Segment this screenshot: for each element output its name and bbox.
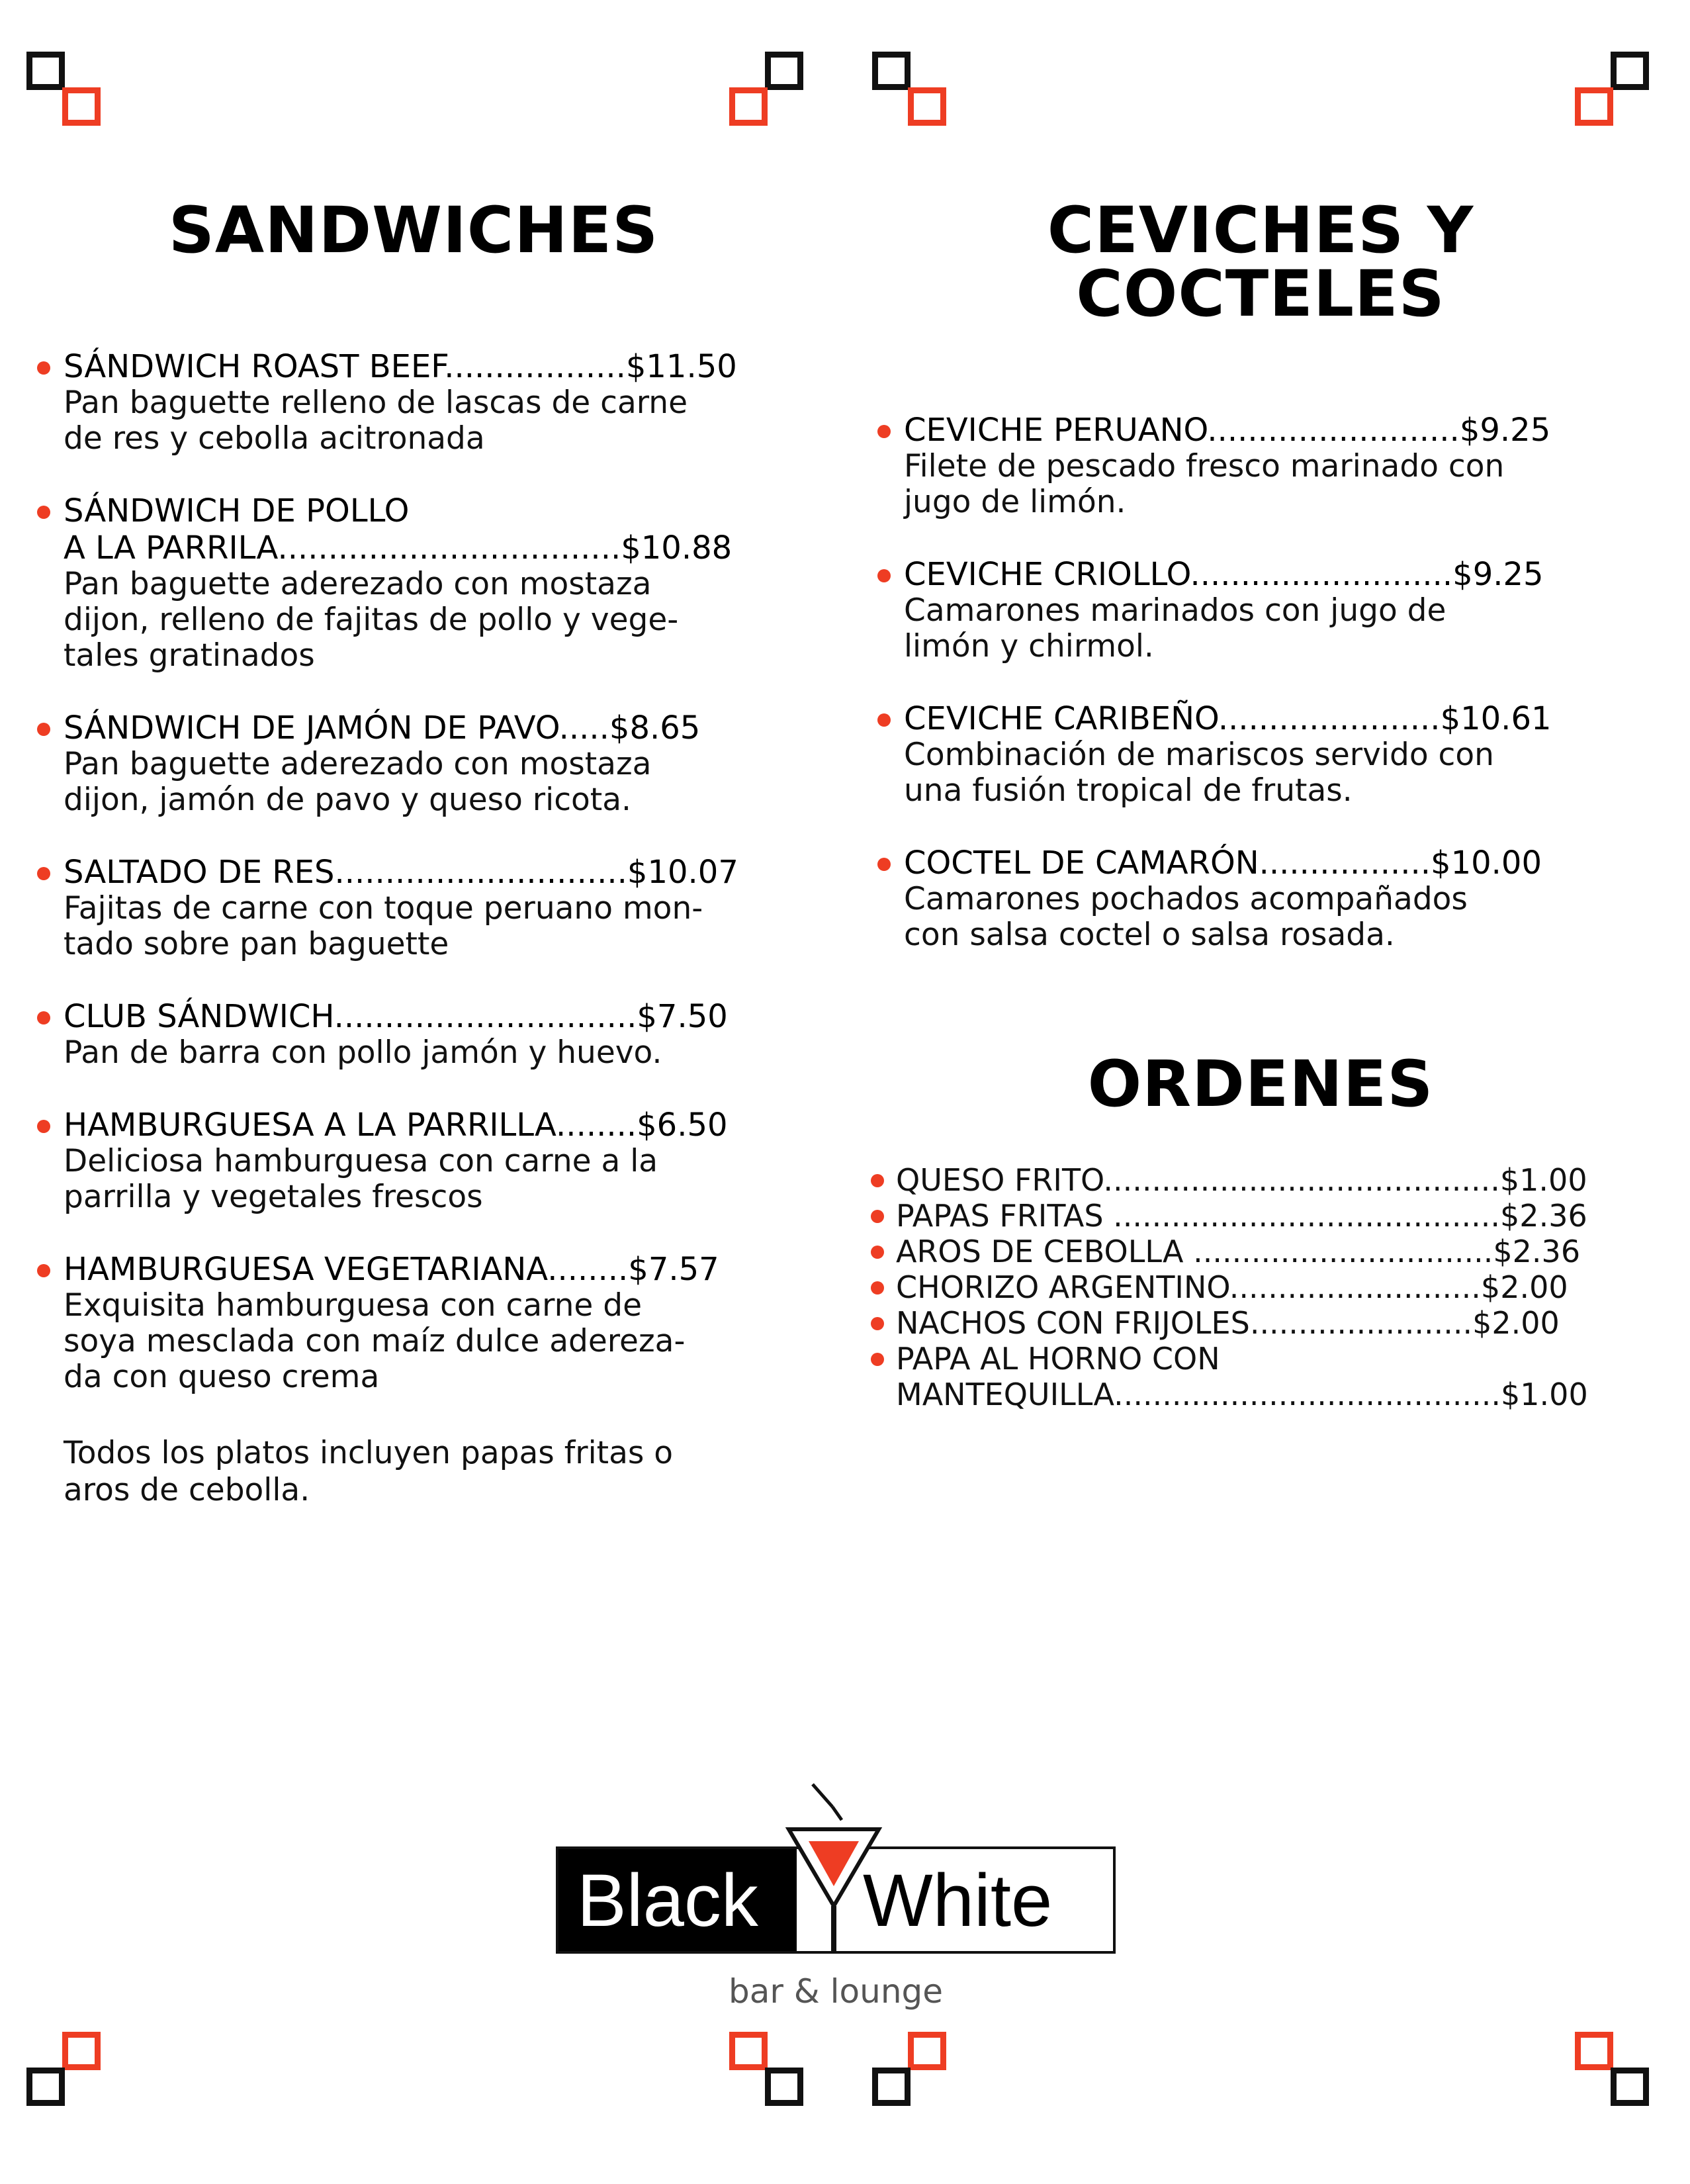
ordenes-list bbox=[867, 1162, 1654, 1412]
menu-item-description: Camarones marinados con jugo de limón y chirmol. bbox=[904, 592, 1446, 664]
logo-tagline: bar & lounge bbox=[728, 1972, 944, 2011]
bullet-icon bbox=[871, 1281, 884, 1295]
order-item bbox=[867, 1305, 1654, 1341]
order-item-text: NACHOS CON FRIJOLES.......................$2.00 bbox=[896, 1305, 1560, 1341]
corner-ornament-bottom-left bbox=[26, 2032, 106, 2111]
bullet-icon bbox=[37, 867, 50, 880]
bullet-icon bbox=[871, 1174, 884, 1187]
sandwiches-section bbox=[26, 193, 801, 1509]
order-item-text: CHORIZO ARGENTINO..........................$2.00 bbox=[896, 1269, 1568, 1305]
corner-ornament-bottom-right bbox=[1575, 2032, 1654, 2111]
menu-item bbox=[26, 348, 801, 457]
menu-item-name-price: CEVICHE CARIBEÑO......................$10.61 bbox=[904, 700, 1552, 737]
menu-item-name-price: COCTEL DE CAMARÓN.................$10.00 bbox=[904, 844, 1542, 882]
menu-item-name-price: HAMBURGUESA A LA PARRILLA........$6.50 bbox=[64, 1107, 728, 1144]
menu-item-name-price: CEVICHE CRIOLLO..........................$9.25 bbox=[904, 556, 1544, 593]
corner-ornament-top-center-left bbox=[729, 52, 809, 131]
logo-word-left: Black bbox=[577, 1859, 758, 1942]
bullet-icon bbox=[871, 1353, 884, 1366]
menu-item-description: Pan de barra con pollo jamón y huevo. bbox=[64, 1034, 662, 1071]
menu-item bbox=[26, 709, 801, 818]
order-item-text: AROS DE CEBOLLA ...............................$2.36 bbox=[896, 1234, 1581, 1269]
menu-item-description: Filete de pescado fresco marinado con jugo de limón. bbox=[904, 448, 1505, 520]
menu-item-description: Pan baguette aderezado con mostaza dijon, relleno de fajitas de pollo y vege- tales gratinados bbox=[64, 566, 679, 674]
menu-item-description: Camarones pochados acompañados con salsa coctel o salsa rosada. bbox=[904, 881, 1468, 953]
menu-item-name-price: SÁNDWICH ROAST BEEF..................$11.50 bbox=[64, 348, 737, 385]
sandwiches-list bbox=[26, 348, 801, 1395]
menu-item-name-price: SÁNDWICH DE JAMÓN DE PAVO.....$8.65 bbox=[64, 709, 701, 747]
menu-item-description: Pan baguette relleno de lascas de carne de res y cebolla acitronada bbox=[64, 385, 688, 457]
bullet-icon bbox=[877, 858, 891, 871]
menu-item-name-price: SÁNDWICH DE POLLO A LA PARRILA..................................$10.88 bbox=[64, 492, 733, 567]
bullet-icon bbox=[37, 1120, 50, 1133]
martini-glass-icon bbox=[781, 1780, 887, 1959]
menu-item-name-price: HAMBURGUESA VEGETARIANA........$7.57 bbox=[64, 1251, 719, 1288]
corner-ornament-bottom-center-left bbox=[729, 2032, 809, 2111]
menu-item-name-price: SALTADO DE RES.............................$10.07 bbox=[64, 854, 738, 891]
menu-item-description: Fajitas de carne con toque peruano mon- tado sobre pan baguette bbox=[64, 890, 703, 962]
order-item-text: PAPAS FRITAS ........................................$2.36 bbox=[896, 1198, 1587, 1234]
corner-ornament-top-center-right bbox=[872, 52, 952, 131]
bullet-icon bbox=[877, 425, 891, 438]
menu-item bbox=[867, 700, 1654, 809]
bullet-icon bbox=[37, 723, 50, 736]
sides-note: Todos los platos incluyen papas fritas o aros de cebolla. bbox=[64, 1435, 674, 1508]
logo-word-right: White bbox=[863, 1859, 1053, 1942]
menu-item-name-price: CLUB SÁNDWICH..............................$7.50 bbox=[64, 998, 728, 1035]
menu-item bbox=[26, 492, 801, 674]
ceviches-list bbox=[867, 412, 1654, 953]
bullet-icon bbox=[37, 1011, 50, 1024]
order-item-text: QUESO FRITO.........................................$1.00 bbox=[896, 1162, 1587, 1198]
order-item bbox=[867, 1198, 1654, 1234]
order-item-text: PAPA AL HORNO CON MANTEQUILLA........................................$1.00 bbox=[896, 1341, 1588, 1412]
order-item bbox=[867, 1341, 1654, 1412]
brand-logo bbox=[556, 1780, 1125, 2019]
menu-item bbox=[867, 412, 1654, 520]
menu-item bbox=[867, 844, 1654, 953]
menu-item bbox=[26, 854, 801, 962]
ceviches-title: CEVICHES Y COCTELES bbox=[1047, 193, 1474, 331]
corner-ornament-bottom-center-right bbox=[872, 2032, 952, 2111]
menu-item-description: Exquisita hamburguesa con carne de soya mesclada con maíz dulce adereza- da con queso crema bbox=[64, 1287, 686, 1395]
bullet-icon bbox=[871, 1317, 884, 1330]
menu-item-description: Pan baguette aderezado con mostaza dijon, jamón de pavo y queso ricota. bbox=[64, 746, 652, 818]
order-item bbox=[867, 1234, 1654, 1269]
menu-item bbox=[867, 556, 1654, 664]
bullet-icon bbox=[871, 1210, 884, 1223]
ordenes-title: ORDENES bbox=[1087, 1047, 1434, 1121]
bullet-icon bbox=[877, 713, 891, 727]
bullet-icon bbox=[37, 506, 50, 519]
menu-item-name-price: CEVICHE PERUANO.........................$9.25 bbox=[904, 412, 1551, 449]
menu-item bbox=[26, 1107, 801, 1215]
bullet-icon bbox=[37, 361, 50, 375]
menu-item bbox=[26, 1251, 801, 1395]
sandwiches-title: SANDWICHES bbox=[168, 193, 659, 267]
order-item bbox=[867, 1162, 1654, 1198]
corner-ornament-top-right bbox=[1575, 52, 1654, 131]
bullet-icon bbox=[37, 1264, 50, 1277]
bullet-icon bbox=[877, 569, 891, 582]
bullet-icon bbox=[871, 1246, 884, 1259]
order-item bbox=[867, 1269, 1654, 1305]
menu-item-description: Deliciosa hamburguesa con carne a la parrilla y vegetales frescos bbox=[64, 1143, 658, 1215]
ceviches-section bbox=[867, 193, 1654, 1412]
menu-item-description: Combinación de mariscos servido con una fusión tropical de frutas. bbox=[904, 737, 1494, 809]
corner-ornament-top-left bbox=[26, 52, 106, 131]
menu-item bbox=[26, 998, 801, 1071]
